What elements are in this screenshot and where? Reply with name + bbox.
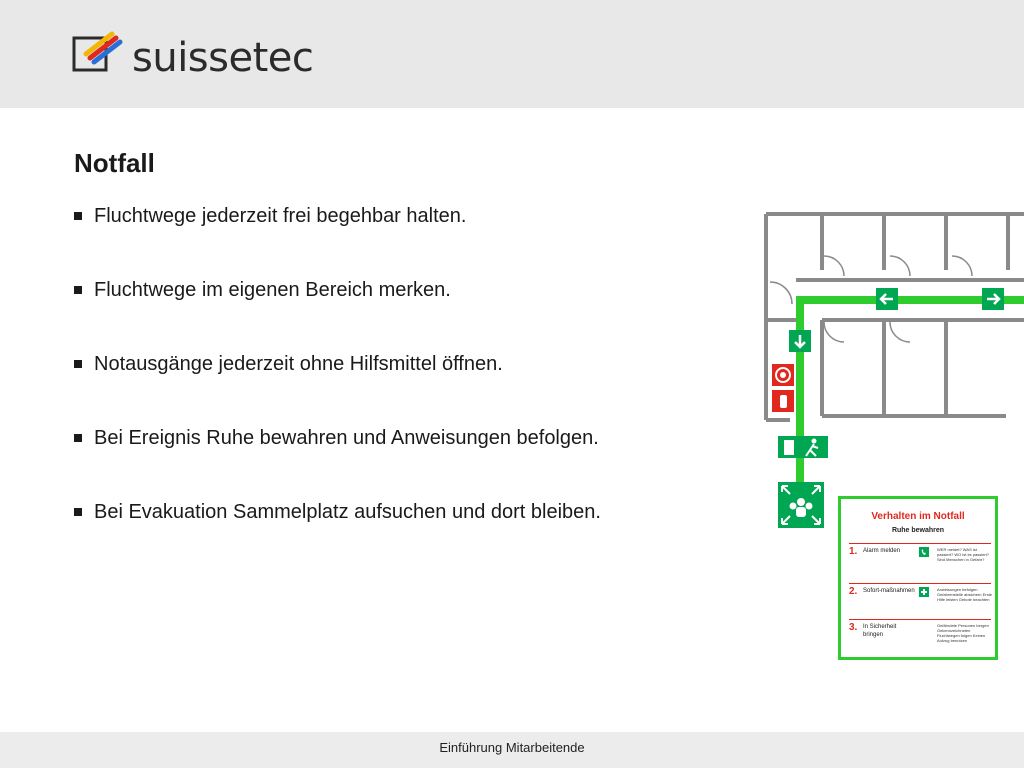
step-label: Sofort-maßnahmen <box>863 588 915 594</box>
footer-bar <box>0 732 1024 768</box>
escape-route-floor-plan <box>760 210 1024 540</box>
fire-alarm-icon <box>772 364 794 386</box>
card-subtitle: Ruhe bewahren <box>891 527 945 534</box>
emergency-behaviour-card <box>838 496 998 660</box>
exit-arrow-down-icon <box>789 330 811 352</box>
card-step <box>849 619 991 656</box>
escape-route-path <box>800 296 1024 486</box>
step-instructions: Gefährdete Personen bergen Gekennzeichneten Fluchtwegen folgen Keinen Aufzug benutzen <box>937 623 989 643</box>
step-instructions: Anweisungen befolgen Gefahrenstelle absichern Erste Hilfe leisten Gebote beachten <box>937 587 992 602</box>
bullet-item <box>74 498 601 572</box>
card-step <box>849 543 991 584</box>
footer-text: Einführung Mitarbeitende <box>439 740 585 755</box>
card-step <box>849 583 991 620</box>
fire-extinguisher-icon <box>772 390 794 412</box>
page-title: Notfall <box>74 148 155 178</box>
step-label: Alarm melden <box>863 548 901 554</box>
first-aid-icon <box>919 587 929 597</box>
bullet-item <box>74 276 601 350</box>
bullet-square-icon <box>74 508 82 516</box>
step-number: 3. <box>849 622 858 633</box>
bullet-text: Fluchtwege im eigenen Bereich merken. <box>94 279 451 301</box>
bullet-square-icon <box>74 360 82 368</box>
bullet-list <box>74 202 601 572</box>
bullet-text: Bei Evakuation Sammelplatz aufsuchen und dort bleiben. <box>94 501 601 523</box>
exit-arrow-left-icon <box>876 288 898 310</box>
plan-walls <box>766 214 1024 420</box>
assembly-point-icon <box>778 482 824 528</box>
bullet-text: Fluchtwege jederzeit frei begehbar halten. <box>94 205 467 227</box>
step-instructions: WER meldet? WAS ist passiert? WO ist es passiert? Sind Menschen in Gefahr? <box>937 547 990 562</box>
card-title: Verhalten im Notfall <box>871 511 965 522</box>
brand-name: suissetec <box>132 35 314 81</box>
step-number: 1. <box>849 546 858 557</box>
bullet-text: Bei Ereignis Ruhe bewahren und Anweisungen befolgen. <box>94 427 599 449</box>
exit-arrow-right-icon <box>982 288 1004 310</box>
bullet-item <box>74 202 601 276</box>
step-label: In Sicherheit bringen <box>863 624 897 638</box>
phone-icon <box>919 547 929 557</box>
bullet-item <box>74 424 601 498</box>
bullet-square-icon <box>74 286 82 294</box>
bullet-square-icon <box>74 212 82 220</box>
bullet-text: Notausgänge jederzeit ohne Hilfsmittel öffnen. <box>94 353 503 375</box>
step-number: 2. <box>849 586 858 597</box>
header-bar <box>0 0 1024 108</box>
bullet-square-icon <box>74 434 82 442</box>
bullet-item <box>74 350 601 424</box>
emergency-exit-sign-icon <box>778 436 828 458</box>
